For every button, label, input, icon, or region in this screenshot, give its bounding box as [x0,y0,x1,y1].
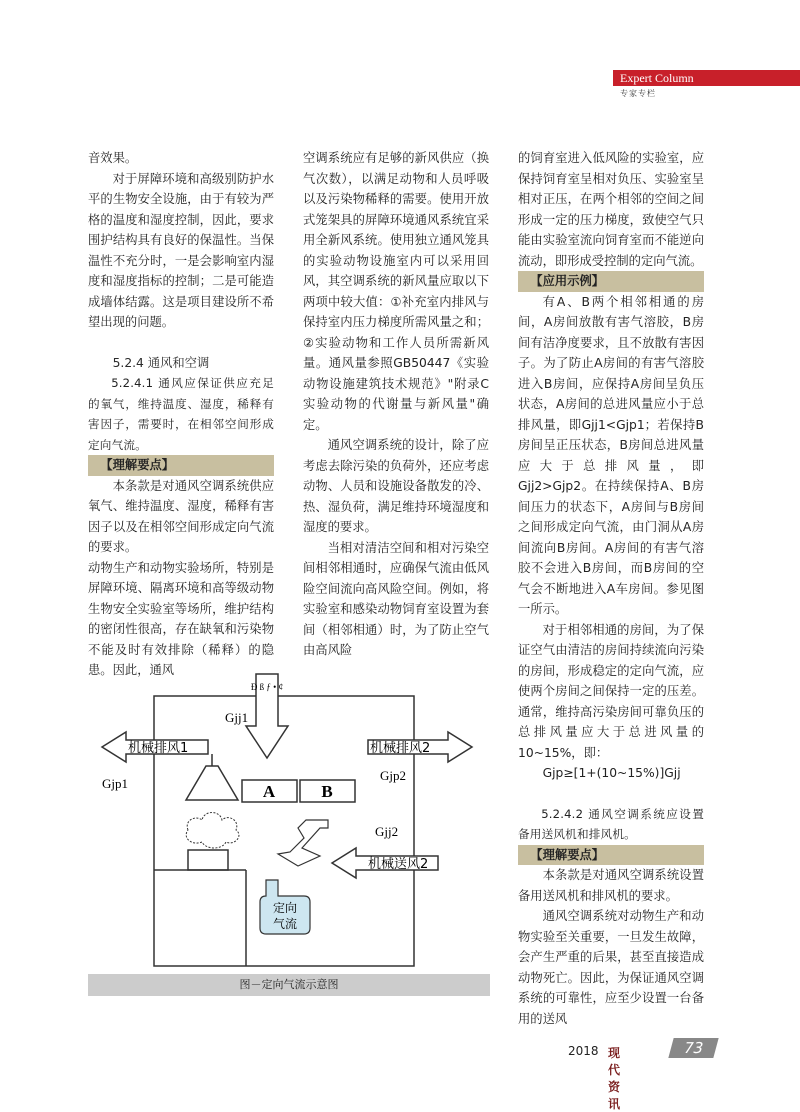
figure-caption: 图－定向气流示意图 [88,974,490,996]
column-title-cn: 专家专栏 [620,89,656,98]
paragraph: 音效果。 [88,151,138,165]
text-column-2 [303,148,489,661]
paragraph: 通风空调系统对动物生产和动物实验至关重要，一旦发生故障，会产生严重的后果，甚至直接造成动物死亡。因此，为保证通风空调系统的可靠性，应至少设置一台备用的送风 [518,909,704,1026]
section-heading: 5.2.4 通风和空调 [112,355,210,370]
paragraph: 对于屏障环境和高级别防护水平的生物安全设施，由于有较为严格的温度和湿度控制，因此，要求围护结构具有良好的保温性。当保温性不充分时，一是会影响室内湿度和湿度指标的控制；二是可能造成墙体结露。这是项目建设所不希望出现的问题。 [88,171,274,329]
flow-label-1: 定向 [272,901,298,915]
paragraph: 当相对清洁空间和相对污染空间相邻相通时，应确保气流由低风险空间流向高风险空间。例如，将实验室和感染动物饲育室设置为套间（相邻相通）时，为了防止空气由高风险 [303,540,489,657]
paragraph: 本条款是对通风空调系统设置备用送风机和排风机的要求。 [518,868,704,903]
exhaust-1-label: 机械排风1 [128,741,189,756]
gjj1-label: Gjj1 [225,710,249,725]
gjp1-label: Gjp1 [102,776,128,791]
example-bar: 【应用示例】 [518,271,704,292]
clause-text: 5.2.4.1 通风应保证供应充足的氧气，维持温度、湿度，稀释有害因子，需要时，在相邻空间形成定向气流。 [88,376,274,452]
column-title-en: Expert Column [620,71,694,85]
text-column-1 [88,148,274,681]
gjj2-label: Gjj2 [375,824,399,839]
supply-2-label: 机械送风2 [368,857,429,872]
formula: Gjp≥[1+(10~15%)]Gjj [542,766,681,780]
room-a-label: A [262,782,276,801]
airflow-figure [88,670,490,991]
paragraph: 对于相邻相通的房间，为了保证空气由清洁的房间持续流向污染的房间，形成稳定的定向气流，应使两个房间之间保持一定的压差。通常，维持高污染房间可靠负压的总排风量应大于总进风量的10~15%，即： [518,622,704,760]
paragraph: 的饲育室进入低风险的实验室，应保持饲育室呈相对负压、实验室呈相对正压，在两个相邻的空间之间形成一定的压力梯度，致使空气只能由实验室流向饲育室而不能逆向流动，即形成受控制的定向气流。 [518,151,704,268]
paragraph: 通风空调系统的设计，除了应考虑去除污染的负荷外，还应考虑动物、人员和设施设备散发的冷、热、湿负荷，满足维持环境湿度和湿度的要求。 [303,438,489,534]
supply-1-glyphs: Ð ß ƒ • ¢ [250,682,284,692]
clause-text: 5.2.4.2 通风空调系统应设置备用送风机和排风机。 [518,806,704,841]
room-b-label: B [321,782,333,801]
paragraph: 有A、B两个相邻相通的房间，A房间放散有害气溶胶，B房间有洁净度要求，且不放散有害因子。为了防止A房间的有害气溶胶进入B房间，应保持A房间呈负压状态，A房间的总进风量应小于总排风量，即Gjj1<Gjp1；若保持B房间呈正压状态，B房间总进风量应大于总排风量，即Gjj2>Gjp2。在持续保持A、B房间压力的状态下，A房间与B房间之间形成定向气流，由门洞从A房间流向B房间。A房间的有害气溶胶不会进入B房间，而B房间的空气会不断地进入A车房间。参见图一所示。 [518,294,704,616]
aerosol-cloud [186,813,239,849]
key-points-bar: 【理解要点】 [88,455,274,476]
exhaust-2-label: 机械排风2 [370,741,431,756]
key-points-bar: 【理解要点】 [518,845,704,866]
issue-year: 2018 [568,1044,599,1058]
text-column-3 [518,148,704,1029]
page-number: 73 [668,1038,718,1058]
flow-label-2: 气流 [272,917,298,931]
magazine-name: 现代资讯 [608,1046,621,1111]
exhaust-hood [186,766,238,800]
directional-flow-arrow [278,820,328,866]
paragraph: 本条款是对通风空调系统供应氧气、维持温度、湿度，稀释有害因子以及在相邻空间形成定向气流的要求。 [88,478,274,554]
paragraph: 动物生产和动物实验场所，特别是屏障环境、隔离环境和高等级动物生物安全实验室等场所，维护结构的密闭性很高，存在缺氧和污染物不能及时有效排除（稀释）的隐患。因此，通风 [88,560,274,677]
paragraph: 空调系统应有足够的新风供应（换气次数），以满足动物和人员呼吸以及污染物稀释的需要。使用开放式笼架具的屏障环境通风系统宜采用全新风系统。使用独立通风笼具的实验动物设施室内可以采用回风，其空调系统的新风量应取以下两项中较大值：①补充室内排风与保持室内压力梯度所需风量之和；②实验动物和工作人员所需新风量。通风量参照GB50447《实验动物设施建筑技术规范》"附录C 实验动物的代谢量与新风量"确定。 [303,151,489,432]
source-box [188,850,228,870]
airflow-diagram [88,670,490,974]
gjp2-label: Gjp2 [380,768,406,783]
